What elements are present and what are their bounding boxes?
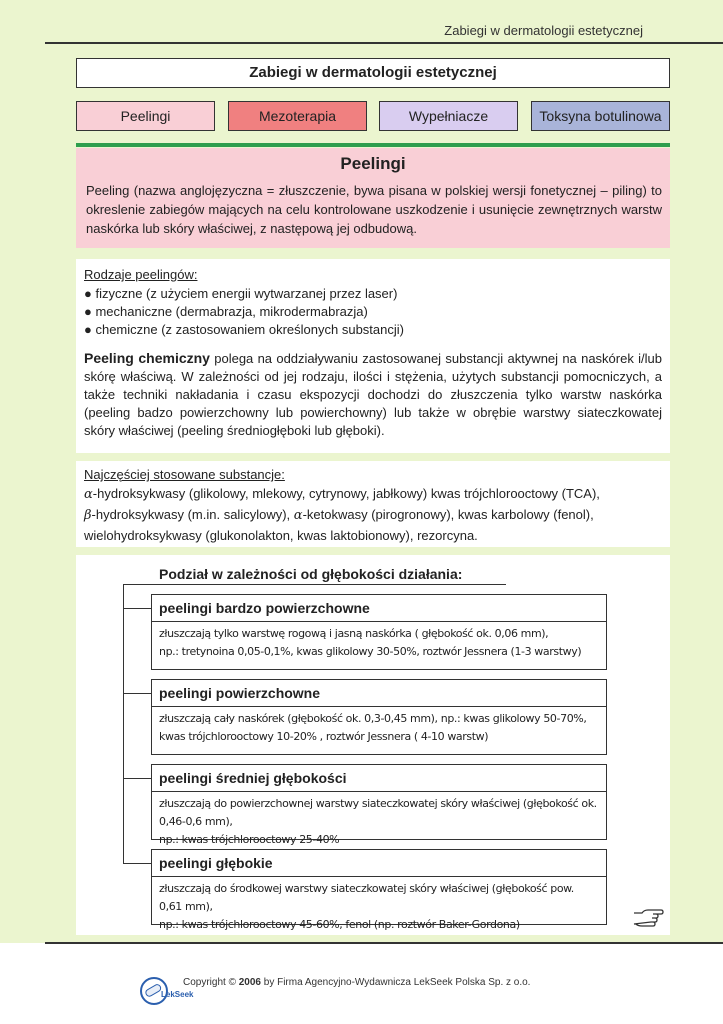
pointing-hand-icon[interactable] (632, 905, 664, 933)
lekseek-logo (140, 975, 194, 1009)
rodzaje-heading: Rodzaje peelingów: (84, 267, 198, 282)
card-line: złuszczają do powierzchownej warstwy siateczkowatej skóry właściwej (głębokość ok. 0,46-0,6 mm), (159, 797, 597, 828)
card-line: złuszczają tylko warstwę rogową i jasną naskórka ( głębokość ok. 0,06 mm), (159, 627, 549, 640)
substance-line: -hydroksykwasy (m.in. salicylowy), (91, 507, 294, 522)
main-title: Zabiegi w dermatologii estetycznej (76, 58, 670, 88)
card-body (152, 622, 606, 664)
card-title: peelingi głębokie (152, 850, 606, 877)
card-line: np.: kwas trójchlorooctowy 25-40% (159, 833, 340, 846)
substancje-section (76, 461, 670, 547)
substance-line: -hydroksykwasy (glikolowy, mlekowy, cytrynowy, jabłkowy) kwas trójchlorooctowy (TCA), (92, 486, 600, 501)
card-body (152, 792, 606, 852)
list-item: ● mechaniczne (dermabrazja, mikrodermabrazja) (84, 304, 368, 319)
substancje-heading: Najczęściej stosowane substancje: (84, 467, 285, 482)
chemical-peel-paragraph (84, 349, 662, 440)
substance-line: wielohydroksykwasy (glukonolakton, kwas laktobionowy), rezorcyna. (84, 528, 478, 543)
tab-toksyna-botulinowa[interactable] (531, 101, 670, 131)
card-title: peelingi bardzo powierzchowne (152, 595, 606, 622)
peelingi-intro (76, 148, 670, 248)
connector-line (123, 608, 151, 609)
chemical-peel-text: polega na oddziaływaniu zastosowanej substancji aktywnej na naskórek i/lub skórę właściwą. W zależności od jej rodzaju, ilości i stężenia, użytych substancji pomocniczych, a także techniki nakładania i czasu ekspozycji dochodzi do złuszczenia tylko warstw naskórka (peeling badzo powierzchowny lub powierchowny) lub także w obrębie warstwy siateczkowatej skóry właściwej (peeling średniogłęboki lub głęboki). (84, 351, 662, 438)
rodzaje-list (84, 285, 404, 339)
copyright-prefix: Copyright © (183, 977, 239, 988)
tab-label: Peelingi (120, 108, 171, 124)
card-line: np.: kwas trójchlorooctowy 45-60%, fenol (np. roztwór Baker-Gordona) (159, 918, 520, 931)
section-divider (76, 143, 670, 147)
footer-divider (45, 942, 723, 944)
card-body (152, 707, 606, 749)
card-superficial (151, 679, 607, 755)
header-title: Zabiegi w dermatologii estetycznej (444, 23, 643, 38)
card-deep (151, 849, 607, 931)
tab-peelingi[interactable] (76, 101, 215, 131)
alpha-symbol: α (293, 508, 303, 523)
card-line: kwas trójchlorooctowy 10-20% , roztwór Jessnera ( 4-10 warstw) (159, 730, 489, 743)
connector-line (123, 693, 151, 694)
connector-line (123, 584, 506, 585)
chemical-peel-term: Peeling chemiczny (84, 350, 210, 366)
card-line: np.: tretynoina 0,05-0,1%, kwas glikolowy 30-50%, roztwór Jessnera (1-3 warstwy) (159, 645, 582, 658)
tab-wypelniacze[interactable] (379, 101, 518, 131)
card-medium-depth (151, 764, 607, 846)
card-line: złuszczają cały naskórek (głębokość ok. 0,3-0,45 mm), np.: kwas glikolowy 50-70%, (159, 712, 587, 725)
copyright-owner: by Firma Agencyjno-Wydawnicza LekSeek Polska Sp. z o.o. (260, 977, 531, 988)
copyright-year: 2006 (238, 977, 261, 988)
rodzaje-section (76, 259, 670, 453)
tab-label: Toksyna botulinowa (539, 108, 662, 124)
section-title: Peelingi (340, 154, 406, 173)
intro-text: Peeling (nazwa anglojęzyczna = złuszczenie, bywa pisana w polskiej wersji fonetycznej – piling) to okreslenie zabiegów mających na celu kontrolowane uszkodzenie i usunięcie zewnętrznych warstw naskórka lub skóry właściwej, z następową jej odbudową. (86, 183, 662, 236)
connector-line (123, 584, 124, 864)
card-body (152, 877, 606, 937)
card-title: peelingi średniej głębokości (152, 765, 606, 792)
alpha-symbol: α (84, 487, 93, 502)
copyright-text (183, 977, 530, 988)
header-divider (45, 42, 723, 44)
list-item: ● chemiczne (z zastosowaniem określonych substancji) (84, 322, 404, 337)
card-very-superficial (151, 594, 607, 670)
tab-label: Wypełniacze (408, 108, 489, 124)
beta-symbol: β (84, 508, 92, 523)
connector-line (123, 863, 151, 864)
tab-label: Mezoterapia (258, 108, 337, 124)
substance-line: -ketokwasy (pirogronowy), kwas karbolowy (fenol), (302, 507, 594, 522)
card-title: peelingi powierzchowne (152, 680, 606, 707)
tab-mezoterapia[interactable] (228, 101, 367, 131)
card-line: złuszczają do środkowej warstwy siateczkowatej skóry właściwej (głębokość pow. 0,61 mm), (159, 882, 574, 913)
diagram-title: Podział w zależności od głębokości działania: (159, 566, 463, 582)
connector-line (123, 778, 151, 779)
logo-text: LekSeek (161, 990, 194, 999)
list-item: ● fizyczne (z użyciem energii wytwarzanej przez laser) (84, 286, 398, 301)
substancje-text (84, 484, 600, 546)
